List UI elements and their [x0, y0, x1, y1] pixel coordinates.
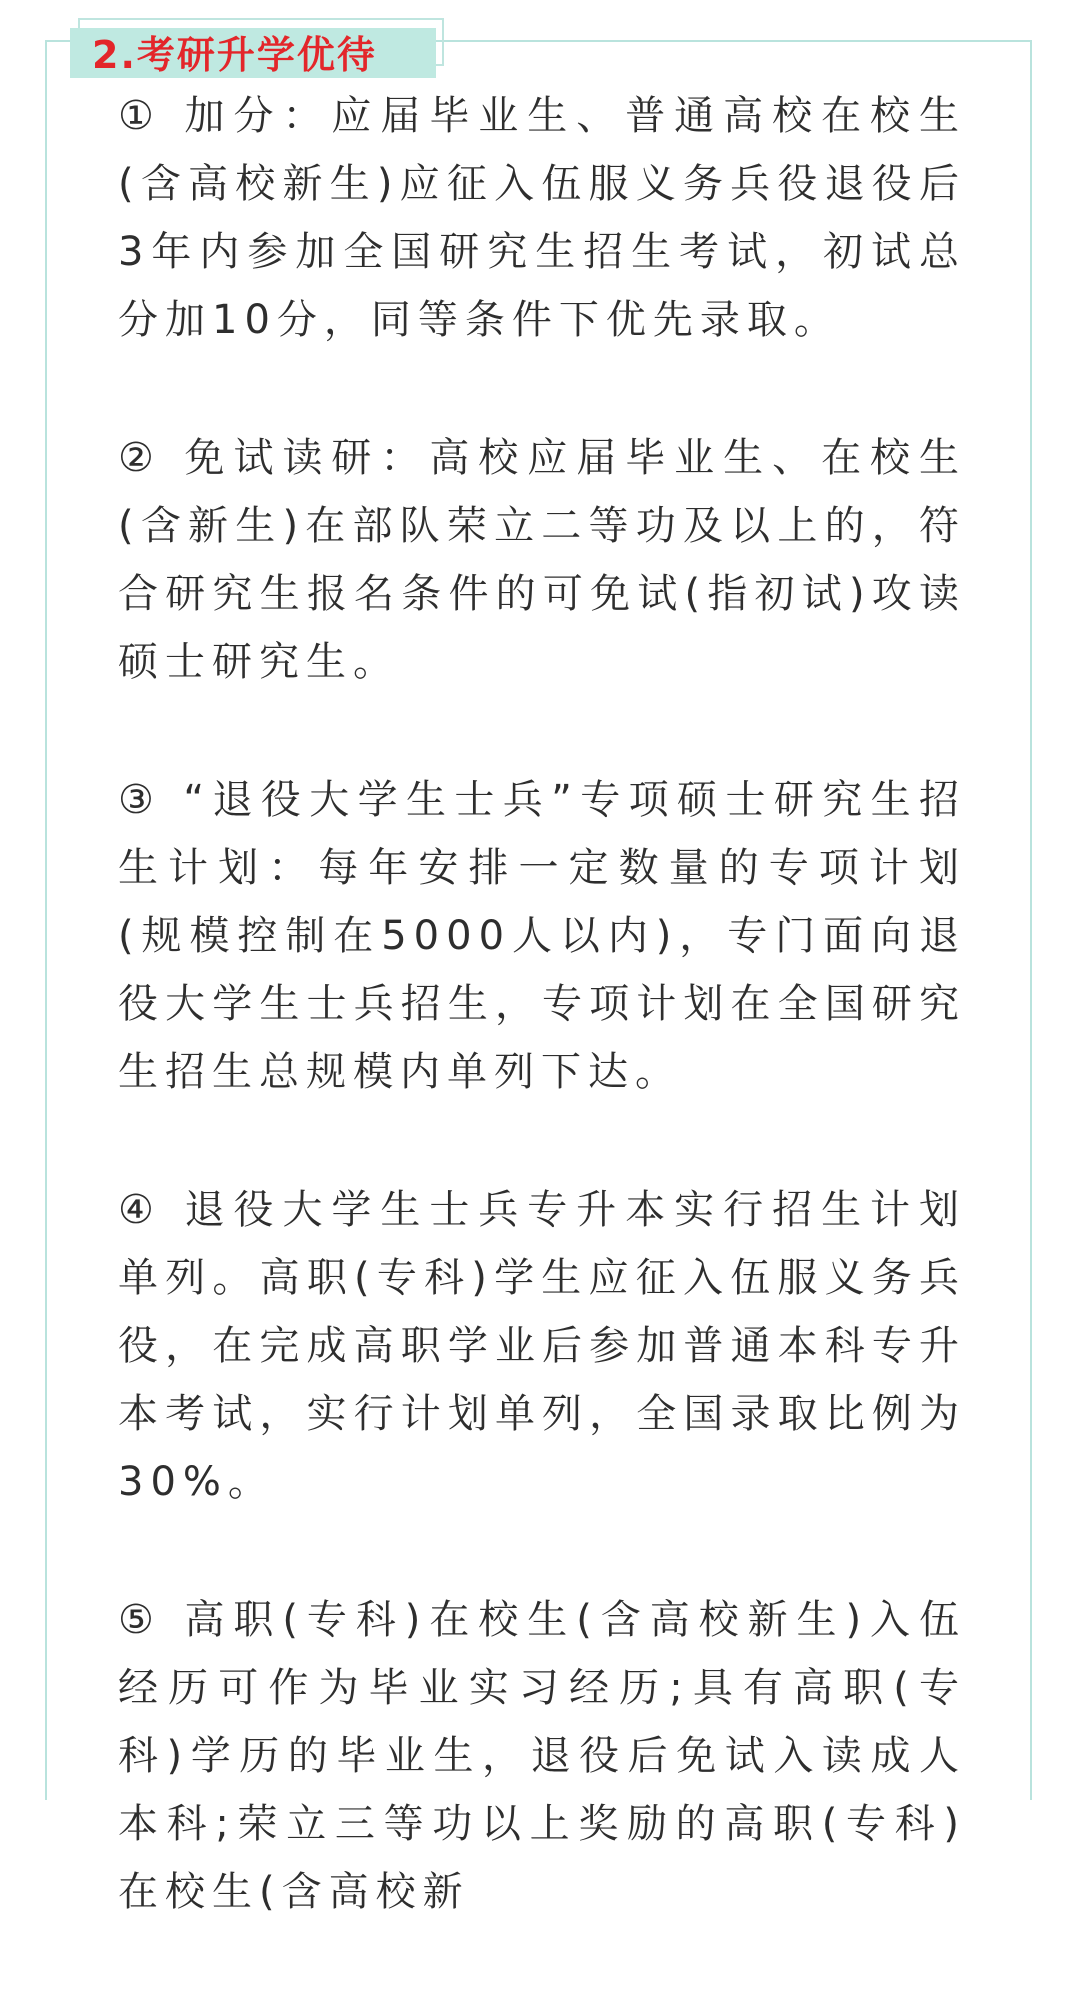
- policy-list: [118, 82, 966, 1996]
- policy-item-3: ③ “退役大学生士兵”专项硕士研究生招生计划：每年安排一定数量的专项计划(规模控制在5000人以内)，专门面向退役大学生士兵招生，专项计划在全国研究生招生总规模内单列下达。: [118, 777, 966, 1095]
- section-title-badge: [70, 18, 445, 78]
- policy-item-4: ④ 退役大学生士兵专升本实行招生计划单列。高职(专科)学生应征入伍服义务兵役，在完成高职学业后参加普通本科专升本考试，实行计划单列，全国录取比例为30%。: [118, 1187, 966, 1505]
- policy-item-1: ① 加分：应届毕业生、普通高校在校生(含高校新生)应征入伍服义务兵役退役后3年内参加全国研究生招生考试，初试总分加10分，同等条件下优先录取。: [118, 93, 966, 343]
- policy-item-2: ② 免试读研：高校应届毕业生、在校生(含新生)在部队荣立二等功及以上的，符合研究生报名条件的可免试(指初试)攻读硕士研究生。: [118, 435, 966, 685]
- section-title: 2.考研升学优待: [92, 33, 377, 77]
- policy-item-5: ⑤ 高职(专科)在校生(含高校新生)入伍经历可作为毕业实习经历;具有高职(专科)学历的毕业生，退役后免试入读成人本科;荣立三等功以上奖励的高职(专科)在校生(含高校新: [118, 1597, 966, 1915]
